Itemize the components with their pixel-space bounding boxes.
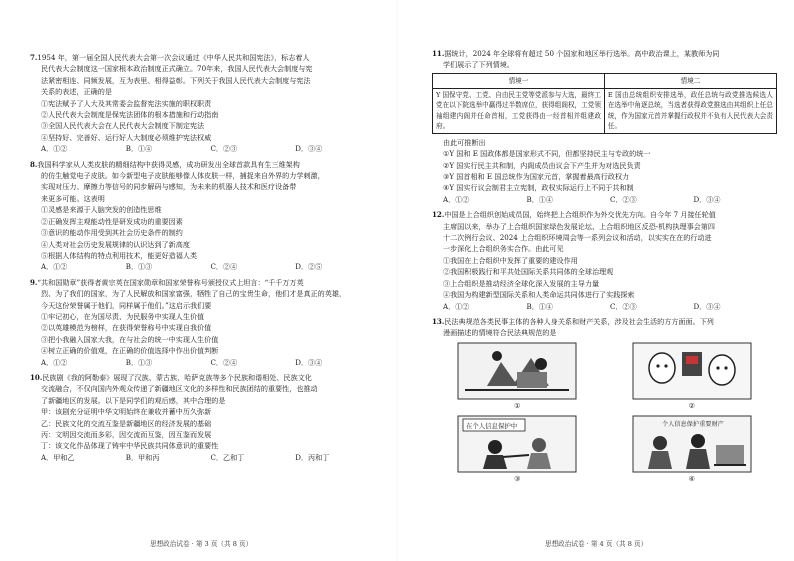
cartoon-label: ② (688, 401, 695, 410)
statement-item: ①灵感是来源于人脑突发的创造性思维 (41, 205, 162, 215)
statement-item: ①我国在上合组织中发挥了重要的建设作用 (443, 255, 578, 265)
question-stem-line: 法紧密相连、同频发展，互为表里、相得益彰。下列关于我国人民代表大会制度与宪法 (41, 75, 311, 85)
question-number: 10. (30, 372, 43, 382)
option-c: C．乙和丁 (210, 452, 245, 462)
option-c: C．②③ (210, 144, 238, 154)
statement-item: ⑤根据人体结构的特点利用技术，能更好造福人类 (41, 250, 198, 260)
answer-options (432, 301, 777, 312)
option-c: C．②③ (610, 194, 637, 204)
question-stem-line: 今天这份荣誉属于他们，同样属于他们。”这启示我们要 (41, 300, 212, 310)
question-9 (30, 277, 380, 368)
question-stem-line: 了新疆地区的发展。以下是同学们的观后感，其中合理的是 (41, 395, 226, 405)
question-number: 13. (432, 316, 445, 326)
page-4 (432, 48, 777, 486)
statement-item: ②Y 国实行民主共和制，内阁成员由议会下产生并为对选民负责 (443, 160, 641, 170)
statement-item: 丙：文明因交流而多彩，因交流而互鉴，因互鉴而发展 (41, 430, 212, 439)
table-header: 情境二 (604, 73, 776, 88)
table-cell: E 国由总统组织安排选举，政任总统与政党推选候选人在选举中角逐总统，当选者获得政党推选由其组织上任总统，作为国家元首并掌握行政权并不负有人民代表大会责任。 (604, 88, 776, 133)
option-b: B．甲和丙 (125, 452, 160, 462)
question-stem-line: 中国是上合组织创始成员国，始终把上合组织作为外交优先方向。自今年 7 月接任轮值 (444, 210, 716, 220)
option-d: D．③④ (295, 144, 323, 154)
option-a: A．甲和乙 (41, 452, 75, 462)
statement-item: 丁：该文化作品体现了铸牢中华民族共同体意识的重要性 (41, 441, 219, 451)
cartoon-3-illustration (457, 415, 577, 473)
question-stem-line: “共和国勋章”获得者黄宗英在国家勋章和国家荣誉称号颁授仪式上坦言：“千千万万英 (37, 277, 304, 287)
question-10 (30, 372, 380, 463)
option-a: A．①② (41, 357, 68, 367)
question-stem-line: 一步深化上合组织务实合作。由此可见 (443, 244, 564, 254)
question-stem-line: 民法典规范各类民事主体的各种人身关系和财产关系，涉及社会生活的方方面面。下列 (444, 316, 714, 326)
question-stem-line: 交流融合，不仅向国内外观众传递了新疆地区文化的多样性和民族团结的重要性，也推动 (41, 384, 318, 394)
option-d: D．③④ (693, 301, 721, 311)
question-number: 11. (432, 49, 445, 58)
table-row (433, 88, 777, 133)
answer-options (30, 261, 380, 272)
question-12 (432, 209, 777, 312)
statement-item: ④人类对社会历史发展规律的认识达到了新高度 (41, 239, 190, 249)
cartoon-2-illustration (632, 342, 752, 400)
statement-item: ①宪法赋予了人大及其常委会监督宪法实施的职权职责 (41, 98, 212, 108)
scenario-table (432, 73, 777, 134)
question-stem-line: 民代表大会制度这一国家根本政治制度正式确立。70年来，我国人民代表大会制度与宪 (41, 64, 313, 74)
statement-item: ③上合组织是推动经济全球化深入发展的主导力量 (443, 278, 600, 288)
page-gutter (396, 0, 398, 561)
question-stem-line: 实现对压力、摩擦力等信号的同步解码与感知，为未来的机器人技术和医疗设备带 (41, 182, 297, 192)
statement-item: ④Y 国实行议会制君主立宪制，政权实际运行上不同于共和制 (443, 183, 634, 193)
question-stem-line: 1954 年，第一届全国人民代表大会第一次会议通过《中华人民共和国宪法》，标志着人 (37, 53, 310, 62)
option-a: A．①② (41, 262, 68, 272)
cartoon-3-caption: 在个人信息保护中 (466, 422, 518, 431)
question-stem-line: 学们展示了下列情境。 (443, 60, 514, 70)
question-stem-line: 我国科学家从人类皮肤的精细结构中获得灵感，成功研发出全球首款具有生三维架构 (37, 159, 300, 169)
option-b: B．①④ (526, 194, 553, 204)
question-stem-line: 烈、为了我们的国家，为了人民解放和国家富强，牺牲了自己的宝贵生命，他们才是真正的英雄， (41, 289, 347, 299)
statement-item: ①牢记初心，在为国尽责、为民服务中实现人生价值 (41, 311, 205, 321)
option-a: A．①② (41, 144, 68, 154)
page-footer-right: 思想政治试卷 · 第 4 页（共 8 页） (545, 540, 648, 548)
table-cell: Y 国保守党、工党、自由民主党等党派参与大选，最终工党在以下院选举中赢得过半数席位，获得组阁权，工党领袖组建内阁并任命首相，工党获得由一经首相并组建政府。 (433, 88, 605, 133)
table-header: 情境一 (433, 73, 605, 88)
statement-item: ④树立正确的价值观，在正确的价值选择中作出价值判断 (41, 346, 219, 356)
question-stem-line: 漫画描述的情境符合民法典规范的是 (443, 328, 557, 338)
answer-options (432, 194, 777, 205)
question-7 (30, 52, 380, 155)
option-c: C．②④ (210, 357, 238, 367)
option-c: C．②④ (210, 262, 238, 272)
question-number: 7. (30, 53, 38, 62)
statement-item: ④坚持好、完善好、运行好人大制度必须维护宪法权威 (41, 132, 212, 142)
cartoon-4-illustration (632, 415, 752, 473)
answer-options (30, 452, 380, 463)
statement-item: ②我国积极践行和平共处国际关系共同体的全球治理观 (443, 267, 614, 277)
option-a: A．①② (443, 194, 470, 204)
option-a: A．①② (443, 301, 470, 311)
answer-options (30, 357, 380, 368)
option-b: B．①④ (526, 301, 553, 311)
cartoon-label: ① (514, 401, 521, 410)
cartoon-1-illustration (457, 342, 577, 400)
question-number: 9. (30, 277, 38, 287)
question-11 (432, 48, 777, 205)
page-footer-left: 思想政治试卷 · 第 3 页（共 8 页） (150, 540, 253, 548)
table-header-row (433, 73, 777, 88)
question-lead: 由此可推断出 (443, 137, 486, 147)
statement-item: ②正确发挥主观能动性是研发成功的重要因素 (41, 216, 183, 226)
statement-item: ②以英雄模范为榜样，在获得荣誉称号中实现自我价值 (41, 323, 212, 333)
question-stem-line: 关系的表述，正确的是 (41, 87, 112, 97)
option-d: D．③④ (693, 194, 721, 204)
question-number: 12. (432, 210, 445, 220)
question-number: 8. (30, 159, 38, 169)
cartoon-1 (438, 342, 597, 412)
statement-item: ③意识的能动作用受到其社会历史条件的制约 (41, 228, 183, 238)
cartoon-4 (613, 415, 772, 485)
statement-item: ③全国人民代表大会在人民代表大会制度下制定宪法 (41, 121, 205, 131)
statement-item: ④我国为构建新型国际关系和人类命运共同体进行了实践探索 (443, 290, 635, 300)
statement-item: ③把小我融入国家大我，在与社会的统一中实现人生价值 (41, 334, 219, 344)
page-3 (30, 48, 380, 463)
question-stem-line: 的仿生触觉电子皮肤。如今新型电子皮肤能够像人体皮肤一样，捕捉来自外界的力学刺激， (41, 171, 325, 181)
question-stem-line: 来更多可能。这表明 (41, 193, 105, 203)
question-8 (30, 159, 380, 273)
statement-item: ①Y 国和 E 国政体都是国家形式不同，但都坚持民主与专政的统一 (443, 149, 651, 159)
cartoon-label: ③ (514, 475, 521, 484)
answer-options (30, 143, 380, 154)
cartoon-label: ④ (688, 475, 695, 484)
statement-item: 乙：民族文化的交流互鉴是新疆地区的经济发展的基础 (41, 418, 212, 428)
statement-item: ②人民代表大会制度是保宪法团体的根本措施和行动指南 (41, 110, 219, 120)
option-b: B．①④ (125, 144, 153, 154)
statement-item: 甲：该剧充分证明中华文明始终在兼收并蓄中历久弥新 (41, 407, 212, 417)
option-d: D．丙和丁 (295, 452, 330, 462)
option-b: B．①③ (125, 262, 153, 272)
question-stem-line: 主席国以来，举办了上合组织国家绿色发展论坛、上合组织地区反恐-机构执理事会第四 (443, 221, 715, 231)
question-stem-line: 民族剧《我的阿勒泰》展现了汉族、蒙古族、哈萨克族等多个民族和谐相处、民族文化 (42, 372, 312, 382)
question-13 (432, 316, 777, 486)
option-d: D．③④ (295, 357, 323, 367)
question-stem-line: 据统计，2024 年全球将有超过 50 个国家和地区举行选举。高中政治课上，某教师为同 (444, 49, 720, 58)
cartoon-3 (438, 415, 597, 485)
question-stem-line: 十二次例行会议、2024 上合组织环境周会等一系列会议和活动，以实实在在的行动进 (443, 233, 712, 243)
option-b: B．①③ (125, 357, 153, 367)
cartoon-2 (613, 342, 772, 412)
cartoon-grid (438, 342, 771, 486)
cartoon-4-caption: 个人信息保护重要财产 (661, 421, 724, 429)
option-d: D．②⑤ (295, 262, 323, 272)
option-c: C．②③ (610, 301, 637, 311)
statement-item: ③Y 国首相和 E 国总统作为国家元首，掌握着最高行政权力 (443, 172, 630, 182)
